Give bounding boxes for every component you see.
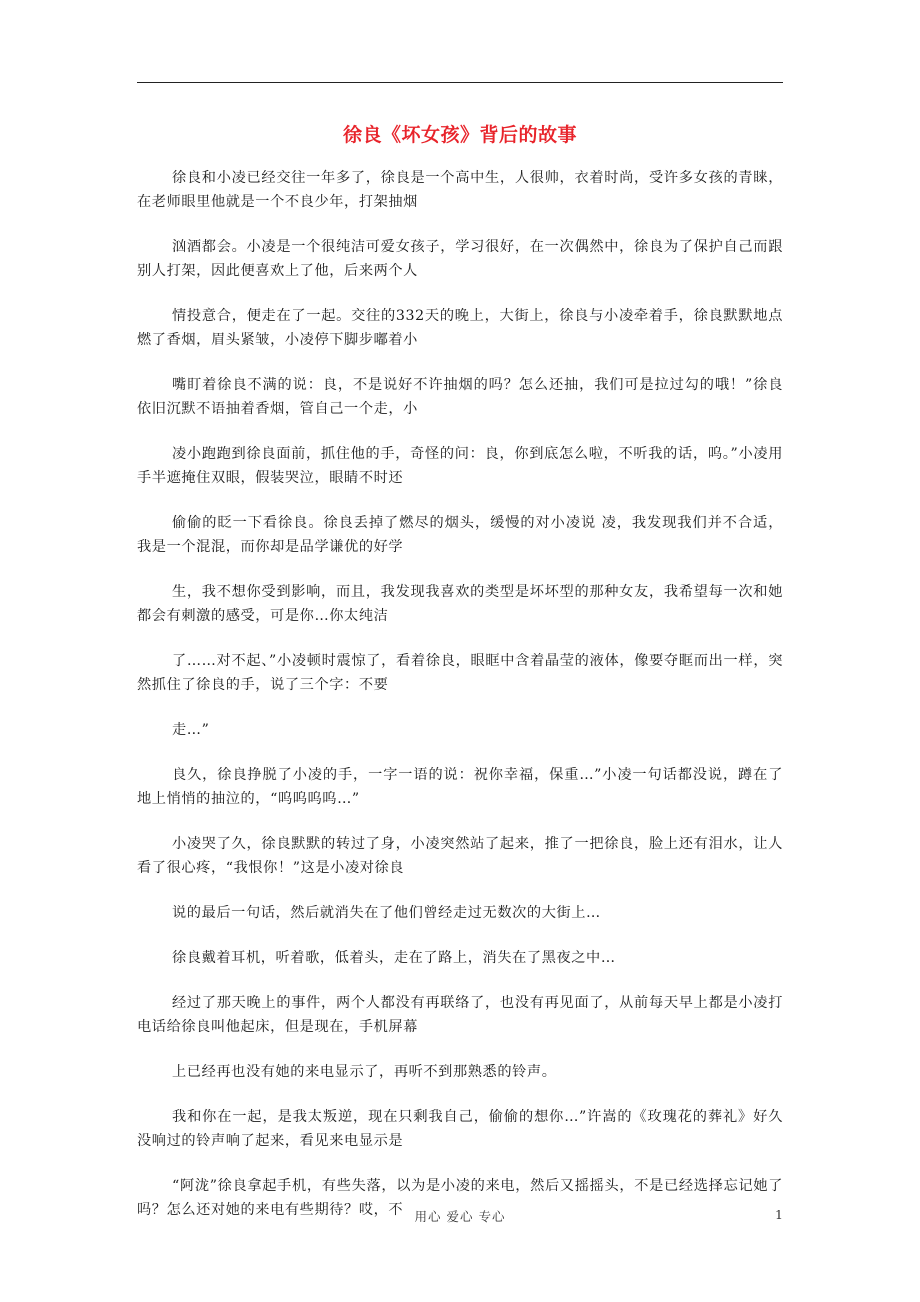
paragraph: 良久，徐良挣脱了小凌的手，一字一语的说：祝你幸福，保重…”小凌一句话都没说，蹲在了地上悄悄的抽泣的，“呜呜呜呜…” bbox=[137, 767, 783, 807]
paragraph: 徐良和小凌已经交往一年多了，徐良是一个高中生，人很帅，衣着时尚，受许多女孩的青睐，在老师眼里他就是一个不良少年，打架抽烟 bbox=[137, 170, 783, 210]
page-number: 1 bbox=[775, 1207, 783, 1222]
paragraph: 了……对不起、”小凌顿时震惊了，看着徐良，眼眶中含着晶莹的液体，像要夺眶而出一样，突然抓住了徐良的手，说了三个字：不要 bbox=[137, 653, 783, 693]
paragraph: 走…” bbox=[172, 722, 210, 738]
document-body bbox=[137, 166, 783, 1243]
paragraph: “阿泷”徐良拿起手机，有些失落，以为是小凌的来电，然后又摇摇头，不是已经选择忘记她了吗？怎么还对她的来电有些期待？哎，不 bbox=[137, 1178, 783, 1218]
paragraph: 小凌哭了久，徐良默默的转过了身，小凌突然站了起来，推了一把徐良，脸上还有泪水，让人看了很心疼，“我恨你！”这是小凌对徐良 bbox=[137, 836, 783, 876]
paragraph: 经过了那天晚上的事件，两个人都没有再联络了，也没有再见面了，从前每天早上都是小凌打电话给徐良叫他起床，但是现在，手机屏幕 bbox=[137, 995, 783, 1035]
paragraph: 说的最后一句话，然后就消失在了他们曾经走过无数次的大街上… bbox=[172, 905, 601, 921]
header-rule bbox=[137, 82, 783, 83]
paragraph: 徐良戴着耳机，听着歌，低着头，走在了路上，消失在了黑夜之中… bbox=[172, 950, 616, 966]
paragraph: 凌小跑跑到徐良面前，抓住他的手，奇怪的问：良，你到底怎么啦，不听我的话，呜。”小凌用手半遮掩住双眼，假装哭泣，眼睛不时还 bbox=[137, 446, 783, 486]
paragraph: 生，我不想你受到影响，而且，我发现我喜欢的类型是坏坏型的那种女友，我希望每一次和她都会有刺激的感受，可是你…你太纯洁 bbox=[137, 584, 783, 624]
paragraph: 偷偷的眨一下看徐良。徐良丢掉了燃尽的烟头，缓慢的对小凌说 凌，我发现我们并不合适，我是一个混混，而你却是品学谦优的好学 bbox=[137, 515, 783, 555]
paragraph: 嘴盯着徐良不满的说：良，不是说好不许抽烟的吗？怎么还抽，我们可是拉过勾的哦！”徐良依旧沉默不语抽着香烟，管自己一个走，小 bbox=[137, 377, 783, 417]
footer-motto: 用心 爱心 专心 bbox=[414, 1209, 506, 1224]
paragraph: 汹酒都会。小凌是一个很纯洁可爱女孩子，学习很好，在一次偶然中，徐良为了保护自己而跟别人打架，因此便喜欢上了他，后来两个人 bbox=[137, 239, 783, 279]
paragraph: 情投意合，便走在了一起。交往的332天的晚上，大街上，徐良与小凌牵着手，徐良默默地点燃了香烟，眉头紧皱，小凌停下脚步嘟着小 bbox=[137, 308, 783, 348]
paragraph: 我和你在一起，是我太叛逆，现在只剩我自己，偷偷的想你…”许嵩的《玫瑰花的葬礼》好久没响过的铃声响了起来，看见来电显示是 bbox=[137, 1109, 783, 1149]
document-title: 徐良《坏女孩》背后的故事 bbox=[342, 124, 577, 146]
paragraph: 上已经再也没有她的来电显示了，再听不到那熟悉的铃声。 bbox=[172, 1064, 557, 1080]
